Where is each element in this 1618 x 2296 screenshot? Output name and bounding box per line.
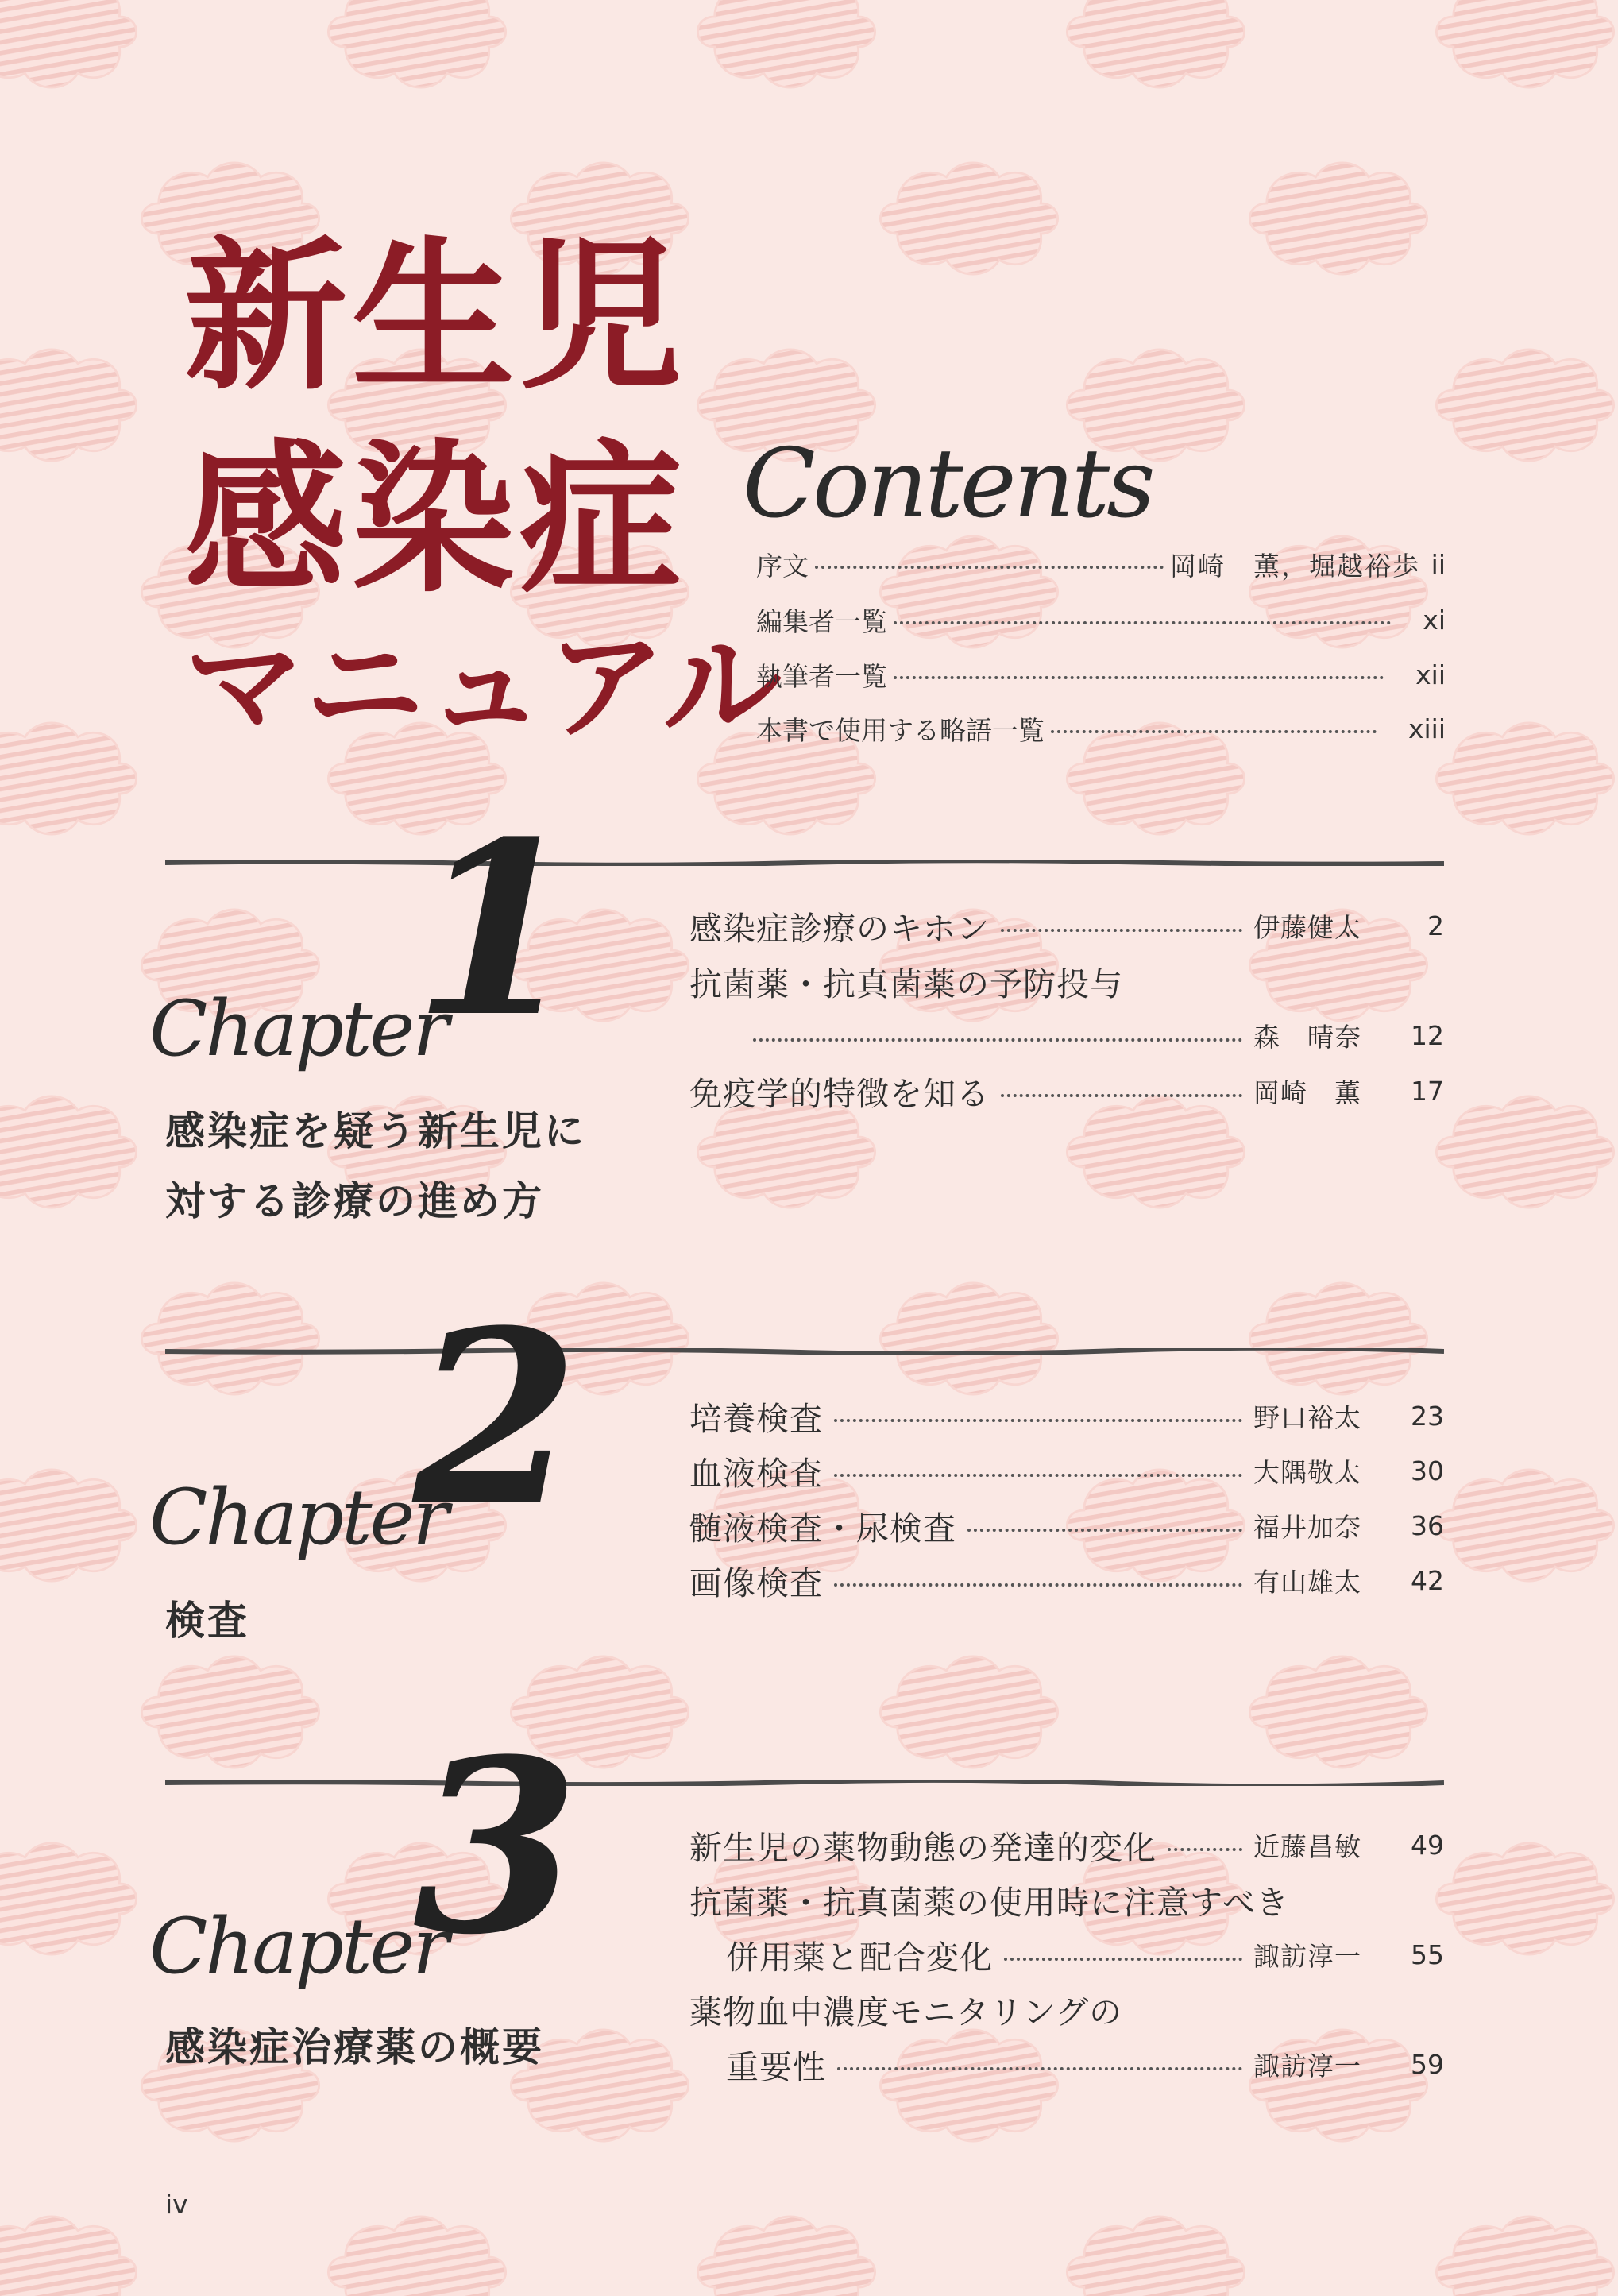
book-title-line-2: 感染症 xyxy=(184,426,687,615)
toc-entry-continuation[interactable] xyxy=(689,1011,1444,1059)
toc-entry-author: 有山雄太 xyxy=(1253,1566,1361,1598)
dot-leader xyxy=(753,1038,1242,1042)
toc-entry-author: 諏訪淳一 xyxy=(1253,2050,1361,2081)
toc-entry-author: 福井加奈 xyxy=(1253,1511,1361,1543)
chapter-title-line: 感染症を疑う新生児に xyxy=(165,1108,586,1154)
dot-leader xyxy=(1001,929,1242,932)
book-title-line-1: 新生児 xyxy=(184,223,687,412)
chapter-divider xyxy=(165,860,1444,866)
toc-entry[interactable] xyxy=(689,1876,1444,1923)
chapter-title-line: 対する診療の進め方 xyxy=(165,1178,544,1224)
toc-entry-author: 岡崎 薫，堀越裕歩 xyxy=(1170,550,1420,582)
toc-entry-author: 大隅敬太 xyxy=(1253,1456,1361,1488)
toc-entry-title: 感染症診療のキホン xyxy=(689,909,990,948)
dot-leader xyxy=(834,1474,1242,1477)
toc-entry-author: 伊藤健太 xyxy=(1253,911,1361,943)
chapter-title-line: 検査 xyxy=(165,1598,249,1644)
toc-entry-continuation[interactable] xyxy=(689,1931,1444,1978)
toc-entry[interactable] xyxy=(689,1447,1444,1494)
toc-entry-title: 序文 xyxy=(756,550,809,582)
dot-leader xyxy=(1004,1958,1242,1961)
front-matter-item[interactable] xyxy=(756,651,1446,698)
chapter-number: 1 xyxy=(413,789,579,1069)
toc-entry[interactable] xyxy=(689,1985,1444,2033)
toc-entry-page: 59 xyxy=(1411,2048,1444,2080)
dot-leader xyxy=(967,1529,1242,1532)
dot-leader xyxy=(1051,730,1377,733)
front-matter-item[interactable] xyxy=(756,540,1446,588)
front-matter-item[interactable] xyxy=(756,596,1446,644)
toc-entry[interactable] xyxy=(689,1067,1444,1115)
toc-entry-page: ii xyxy=(1431,548,1446,580)
chapter-number: 3 xyxy=(413,1707,579,1987)
toc-entry-author: 森 晴奈 xyxy=(1253,1021,1361,1053)
toc-entry-page: xii xyxy=(1415,659,1446,690)
toc-entry-page: 30 xyxy=(1411,1455,1444,1486)
toc-entry-title: 併用薬と配合変化 xyxy=(726,1938,993,1977)
page-number: iv xyxy=(165,2189,188,2220)
toc-entry-page: 36 xyxy=(1411,1509,1444,1541)
toc-entry-title: 編集者一覧 xyxy=(756,605,887,637)
toc-entry-title: 髄液検査・尿検査 xyxy=(689,1509,956,1548)
dot-leader xyxy=(834,1419,1242,1422)
chapter-label: Chapter xyxy=(149,984,447,1073)
toc-entry-title: 免疫学的特徴を知る xyxy=(689,1074,990,1113)
toc-entry[interactable] xyxy=(689,1392,1444,1440)
toc-entry-page: 12 xyxy=(1411,1019,1444,1051)
dot-leader xyxy=(1168,1848,1242,1851)
chapter-divider xyxy=(165,1348,1444,1355)
toc-entry-author: 岡崎 薫 xyxy=(1253,1076,1361,1108)
toc-entry-title: 画像検査 xyxy=(689,1564,823,1602)
dot-leader xyxy=(834,1583,1242,1587)
toc-entry-title: 重要性 xyxy=(726,2047,826,2086)
chapter-label: Chapter xyxy=(149,1473,447,1562)
toc-entry[interactable] xyxy=(689,902,1444,949)
toc-entry-author: 諏訪淳一 xyxy=(1253,1940,1361,1972)
toc-entry-page: 55 xyxy=(1411,1938,1444,1970)
toc-entry[interactable] xyxy=(689,1502,1444,1549)
toc-entry-title: 抗菌薬・抗真菌薬の予防投与 xyxy=(689,964,1123,1003)
toc-entry-page: 49 xyxy=(1411,1829,1444,1861)
toc-entry-title: 血液検査 xyxy=(689,1454,823,1493)
toc-entry-title: 抗菌薬・抗真菌薬の使用時に注意すべき xyxy=(689,1883,1290,1922)
toc-entry-title: 新生児の薬物動態の発達的変化 xyxy=(689,1828,1157,1867)
dot-leader xyxy=(894,676,1384,679)
toc-entry[interactable] xyxy=(689,957,1444,1005)
chapter-divider xyxy=(165,1780,1444,1786)
contents-heading: Contents xyxy=(743,429,1153,539)
toc-entry-author: 近藤昌敏 xyxy=(1253,1830,1361,1862)
toc-entry-page: 42 xyxy=(1411,1564,1444,1596)
dot-leader xyxy=(815,566,1164,569)
toc-entry-page: xi xyxy=(1423,604,1446,636)
book-title-line-3: マニュアル xyxy=(184,618,784,756)
front-matter-item[interactable] xyxy=(756,705,1446,752)
dot-leader xyxy=(894,621,1391,624)
dot-leader xyxy=(837,2067,1242,2070)
toc-entry-title: 薬物血中濃度モニタリングの xyxy=(689,1993,1123,2031)
toc-entry[interactable] xyxy=(689,1821,1444,1869)
toc-entry-title: 本書で使用する略語一覧 xyxy=(756,714,1045,746)
toc-entry[interactable] xyxy=(689,1556,1444,1604)
toc-entry-author: 野口裕太 xyxy=(1253,1401,1361,1433)
chapter-title-line: 感染症治療薬の概要 xyxy=(165,2024,544,2070)
toc-entry-page: 23 xyxy=(1411,1400,1444,1432)
toc-entry-page: 17 xyxy=(1411,1075,1444,1107)
toc-entry-page: xiii xyxy=(1408,713,1446,744)
toc-entry-title: 執筆者一覧 xyxy=(756,660,887,692)
chapter-number: 2 xyxy=(413,1277,579,1558)
toc-entry-page: 2 xyxy=(1427,910,1444,941)
toc-entry-title: 培養検査 xyxy=(689,1399,823,1438)
dot-leader xyxy=(1001,1094,1242,1097)
chapter-label: Chapter xyxy=(149,1902,447,1991)
toc-entry-continuation[interactable] xyxy=(689,2040,1444,2088)
